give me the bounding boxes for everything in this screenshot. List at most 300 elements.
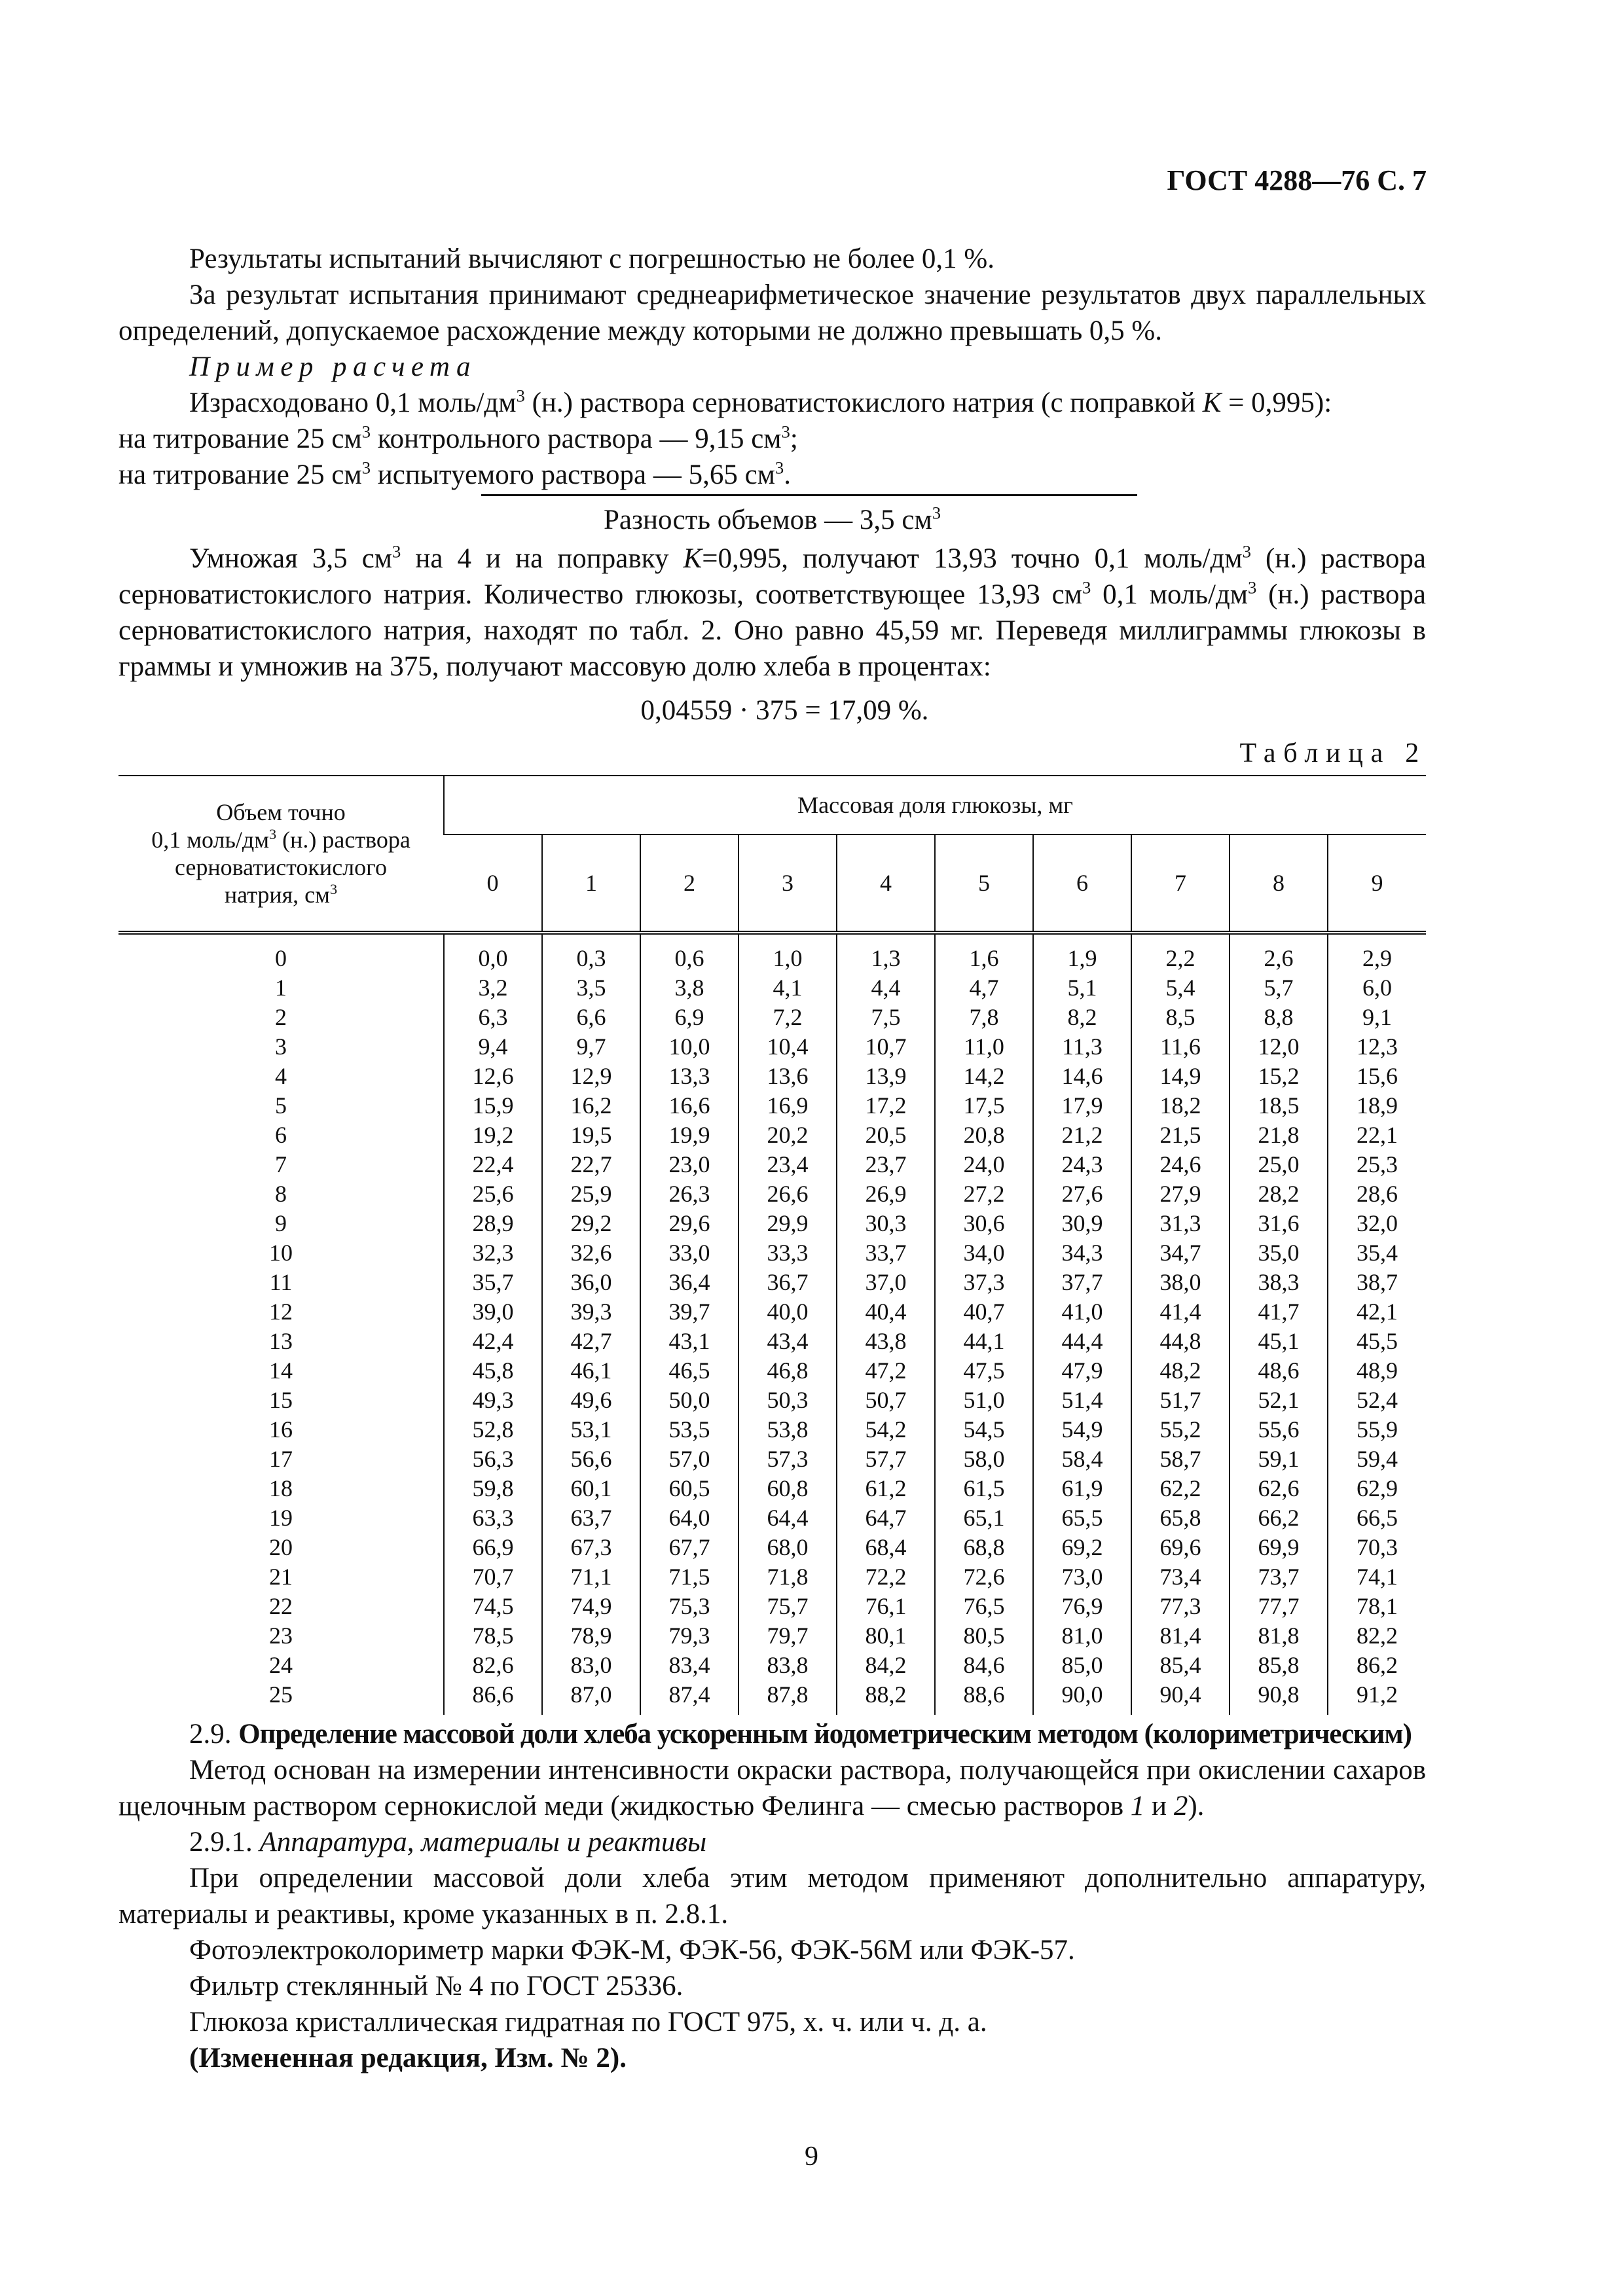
table-row <box>119 1091 1426 1121</box>
table-row <box>119 973 1426 1003</box>
mass-cell: 7,2 <box>739 1003 837 1032</box>
mass-cell: 2,9 <box>1328 933 1426 973</box>
mass-cell: 76,9 <box>1033 1592 1131 1621</box>
mass-cell: 86,2 <box>1328 1651 1426 1680</box>
digit-header-7: 7 <box>1131 834 1230 933</box>
mass-cell: 74,5 <box>444 1592 542 1621</box>
mass-cell: 42,4 <box>444 1327 542 1356</box>
mass-cell: 88,6 <box>935 1680 1033 1715</box>
page-number: 9 <box>805 2142 818 2172</box>
mass-cell: 31,3 <box>1131 1209 1230 1238</box>
mass-cell: 45,5 <box>1328 1327 1426 1356</box>
calculation-block <box>119 241 1426 728</box>
mass-cell: 4,7 <box>935 973 1033 1003</box>
volume-cell: 6 <box>275 1122 287 1148</box>
mass-cell: 68,8 <box>935 1533 1033 1562</box>
volume-cell: 19 <box>269 1505 293 1531</box>
mass-cell: 30,6 <box>935 1209 1033 1238</box>
mass-cell: 39,3 <box>542 1297 640 1327</box>
volume-cell: 9 <box>275 1210 287 1236</box>
mass-cell: 69,6 <box>1131 1533 1230 1562</box>
mass-cell: 43,4 <box>739 1327 837 1356</box>
digit-header-4: 4 <box>837 834 935 933</box>
mass-cell: 38,0 <box>1131 1268 1230 1297</box>
mass-cell: 68,4 <box>837 1533 935 1562</box>
mass-cell: 48,6 <box>1230 1356 1328 1386</box>
mass-cell: 69,2 <box>1033 1533 1131 1562</box>
table-row <box>119 1032 1426 1062</box>
mass-cell: 62,9 <box>1328 1474 1426 1503</box>
mass-cell: 63,3 <box>444 1503 542 1533</box>
mass-cell: 88,2 <box>837 1680 935 1715</box>
mass-cell: 50,3 <box>739 1386 837 1415</box>
revision-note: (Измененная редакция, Изм. № 2). <box>189 2043 627 2073</box>
mass-cell: 51,4 <box>1033 1386 1131 1415</box>
mass-cell: 0,3 <box>542 933 640 973</box>
volume-cell: 11 <box>269 1269 293 1295</box>
table-row <box>119 1150 1426 1179</box>
mass-cell: 6,6 <box>542 1003 640 1032</box>
digit-header-2: 2 <box>640 834 739 933</box>
volume-cell: 0 <box>275 945 287 971</box>
volume-cell: 21 <box>269 1564 293 1590</box>
table-row <box>119 1562 1426 1592</box>
mass-cell: 61,5 <box>935 1474 1033 1503</box>
mass-cell: 33,0 <box>640 1238 739 1268</box>
mass-cell: 34,0 <box>935 1238 1033 1268</box>
mass-cell: 19,5 <box>542 1121 640 1150</box>
table-row <box>119 1444 1426 1474</box>
mass-cell: 42,7 <box>542 1327 640 1356</box>
mass-cell: 58,0 <box>935 1444 1033 1474</box>
mass-cell: 22,1 <box>1328 1121 1426 1150</box>
mass-cell: 62,6 <box>1230 1474 1328 1503</box>
mass-cell: 3,5 <box>542 973 640 1003</box>
glucose-table <box>119 775 1426 1715</box>
mass-cell: 46,1 <box>542 1356 640 1386</box>
mass-cell: 87,4 <box>640 1680 739 1715</box>
paragraph-multiplying: Умножая 3,5 $см^3$ на 4 и на поправку K=0,995, получают 13,93 точно 0,1 моль/$дм^3$ (н.) раствора серноватистокислого натрия. Количество глюкозы, соответствующее 13,93 $см^3$ 0,1 моль/$дм^3$ (н.) раствора серноватистокислого натрия, находят по табл. 2. Оно равно 45,59 мг. Переведя миллиграммы глюкозы в граммы и умножив на 375, получают массовую долю хлеба в процентах: <box>119 541 1426 682</box>
mass-cell: 91,2 <box>1328 1680 1426 1715</box>
digit-header-8: 8 <box>1230 834 1328 933</box>
mass-cell: 25,0 <box>1230 1150 1328 1179</box>
mass-cell: 73,4 <box>1131 1562 1230 1592</box>
mass-cell: 44,8 <box>1131 1327 1230 1356</box>
mass-cell: 21,2 <box>1033 1121 1131 1150</box>
table-row <box>119 1121 1426 1150</box>
mass-cell: 48,9 <box>1328 1356 1426 1386</box>
mass-cell: 21,5 <box>1131 1121 1230 1150</box>
mass-cell: 14,2 <box>935 1062 1033 1091</box>
mass-cell: 83,4 <box>640 1651 739 1680</box>
mass-cell: 47,2 <box>837 1356 935 1386</box>
mass-cell: 14,6 <box>1033 1062 1131 1091</box>
mass-cell: 23,0 <box>640 1150 739 1179</box>
page-header: ГОСТ 4288—76 С. 7 <box>1167 164 1427 196</box>
mass-cell: 9,7 <box>542 1032 640 1062</box>
mass-cell: 36,4 <box>640 1268 739 1297</box>
mass-cell: 13,3 <box>640 1062 739 1091</box>
mass-cell: 69,9 <box>1230 1533 1328 1562</box>
mass-cell: 2,2 <box>1131 933 1230 973</box>
mass-cell: 41,7 <box>1230 1297 1328 1327</box>
mass-cell: 39,7 <box>640 1297 739 1327</box>
volume-cell: 16 <box>269 1416 293 1443</box>
mass-cell: 8,8 <box>1230 1003 1328 1032</box>
volume-cell: 12 <box>269 1299 293 1325</box>
mass-cell: 80,5 <box>935 1621 1033 1651</box>
mass-cell: 81,4 <box>1131 1621 1230 1651</box>
line-control-titration: на титрование 25 $см^3$ контрольного раствора — 9,15 $см^3$; <box>119 422 798 454</box>
mass-cell: 8,5 <box>1131 1003 1230 1032</box>
mass-cell: 46,8 <box>739 1356 837 1386</box>
paragraph-filter: Фильтр стеклянный № 4 по ГОСТ 25336. <box>189 1971 684 2001</box>
mass-cell: 77,7 <box>1230 1592 1328 1621</box>
table-row <box>119 1356 1426 1386</box>
mass-cell: 58,4 <box>1033 1444 1131 1474</box>
mass-cell: 5,7 <box>1230 973 1328 1003</box>
mass-cell: 66,9 <box>444 1533 542 1562</box>
mass-cell: 17,5 <box>935 1091 1033 1121</box>
subtraction-rule <box>481 494 1137 496</box>
mass-cell: 71,1 <box>542 1562 640 1592</box>
volume-cell: 5 <box>275 1092 287 1119</box>
mass-cell: 41,0 <box>1033 1297 1131 1327</box>
mass-cell: 43,8 <box>837 1327 935 1356</box>
mass-cell: 3,8 <box>640 973 739 1003</box>
mass-cell: 29,9 <box>739 1209 837 1238</box>
mass-cell: 29,2 <box>542 1209 640 1238</box>
mass-cell: 42,1 <box>1328 1297 1426 1327</box>
paragraph-glucose: Глюкоза кристаллическая гидратная по ГОСТ 975, х. ч. или ч. д. а. <box>189 2007 987 2037</box>
mass-cell: 15,9 <box>444 1091 542 1121</box>
mass-fraction-header: Массовая доля глюкозы, мг <box>444 776 1426 834</box>
mass-cell: 53,5 <box>640 1415 739 1444</box>
mass-cell: 54,5 <box>935 1415 1033 1444</box>
mass-cell: 25,6 <box>444 1179 542 1209</box>
mass-cell: 18,9 <box>1328 1091 1426 1121</box>
mass-cell: 87,0 <box>542 1680 640 1715</box>
mass-cell: 17,2 <box>837 1091 935 1121</box>
mass-cell: 80,1 <box>837 1621 935 1651</box>
table-row <box>119 1209 1426 1238</box>
mass-cell: 29,6 <box>640 1209 739 1238</box>
mass-cell: 78,5 <box>444 1621 542 1651</box>
mass-cell: 51,0 <box>935 1386 1033 1415</box>
mass-cell: 32,3 <box>444 1238 542 1268</box>
mass-cell: 23,7 <box>837 1150 935 1179</box>
mass-cell: 7,8 <box>935 1003 1033 1032</box>
mass-cell: 19,9 <box>640 1121 739 1150</box>
mass-cell: 64,4 <box>739 1503 837 1533</box>
volume-cell: 23 <box>269 1623 293 1649</box>
volume-difference: Разность объемов — 3,5 $см^3$ <box>603 503 941 535</box>
mass-cell: 83,0 <box>542 1651 640 1680</box>
table-row <box>119 1238 1426 1268</box>
mass-cell: 36,7 <box>739 1268 837 1297</box>
mass-cell: 58,7 <box>1131 1444 1230 1474</box>
digit-header-3: 3 <box>739 834 837 933</box>
mass-cell: 36,0 <box>542 1268 640 1297</box>
mass-cell: 11,6 <box>1131 1032 1230 1062</box>
mass-cell: 7,5 <box>837 1003 935 1032</box>
mass-cell: 37,7 <box>1033 1268 1131 1297</box>
volume-cell: 3 <box>275 1033 287 1060</box>
mass-cell: 71,8 <box>739 1562 837 1592</box>
digit-header-6: 6 <box>1033 834 1131 933</box>
mass-cell: 27,9 <box>1131 1179 1230 1209</box>
mass-cell: 74,9 <box>542 1592 640 1621</box>
mass-cell: 50,7 <box>837 1386 935 1415</box>
mass-cell: 84,6 <box>935 1651 1033 1680</box>
mass-cell: 79,3 <box>640 1621 739 1651</box>
mass-cell: 0,6 <box>640 933 739 973</box>
mass-cell: 79,7 <box>739 1621 837 1651</box>
mass-cell: 67,3 <box>542 1533 640 1562</box>
mass-cell: 35,7 <box>444 1268 542 1297</box>
mass-cell: 6,0 <box>1328 973 1426 1003</box>
mass-cell: 54,2 <box>837 1415 935 1444</box>
mass-cell: 70,7 <box>444 1562 542 1592</box>
mass-cell: 12,6 <box>444 1062 542 1091</box>
mass-cell: 28,2 <box>1230 1179 1328 1209</box>
mass-cell: 4,1 <box>739 973 837 1003</box>
mass-cell: 57,7 <box>837 1444 935 1474</box>
mass-cell: 26,6 <box>739 1179 837 1209</box>
mass-cell: 65,8 <box>1131 1503 1230 1533</box>
table-row <box>119 933 1426 973</box>
mass-cell: 1,3 <box>837 933 935 973</box>
mass-cell: 68,0 <box>739 1533 837 1562</box>
mass-cell: 15,2 <box>1230 1062 1328 1091</box>
mass-cell: 34,7 <box>1131 1238 1230 1268</box>
mass-cell: 44,1 <box>935 1327 1033 1356</box>
mass-cell: 63,7 <box>542 1503 640 1533</box>
mass-cell: 1,0 <box>739 933 837 973</box>
mass-cell: 22,4 <box>444 1150 542 1179</box>
mass-cell: 70,3 <box>1328 1533 1426 1562</box>
mass-cell: 41,4 <box>1131 1297 1230 1327</box>
table-row <box>119 1003 1426 1032</box>
mass-cell: 12,9 <box>542 1062 640 1091</box>
mass-cell: 1,9 <box>1033 933 1131 973</box>
mass-cell: 24,6 <box>1131 1150 1230 1179</box>
table-caption: Таблица 2 <box>1239 738 1427 768</box>
volume-cell: 10 <box>269 1240 293 1266</box>
mass-cell: 72,6 <box>935 1562 1033 1592</box>
mass-cell: 60,5 <box>640 1474 739 1503</box>
mass-cell: 18,5 <box>1230 1091 1328 1121</box>
table-row <box>119 1474 1426 1503</box>
mass-cell: 10,7 <box>837 1032 935 1062</box>
mass-cell: 81,8 <box>1230 1621 1328 1651</box>
volume-cell: 25 <box>269 1681 293 1708</box>
volume-column-header: Объем точно 0,1 моль/$дм^3$ (н.) раствора серноватистокислого натрия, $см^3$ <box>119 776 444 933</box>
mass-cell: 50,0 <box>640 1386 739 1415</box>
mass-cell: 15,6 <box>1328 1062 1426 1091</box>
mass-cell: 11,0 <box>935 1032 1033 1062</box>
mass-cell: 13,9 <box>837 1062 935 1091</box>
mass-cell: 56,3 <box>444 1444 542 1474</box>
mass-cell: 40,0 <box>739 1297 837 1327</box>
mass-cell: 52,4 <box>1328 1386 1426 1415</box>
mass-cell: 12,3 <box>1328 1032 1426 1062</box>
table-row <box>119 1179 1426 1209</box>
mass-cell: 82,6 <box>444 1651 542 1680</box>
volume-cell: 8 <box>275 1181 287 1207</box>
mass-cell: 6,9 <box>640 1003 739 1032</box>
mass-cell: 85,4 <box>1131 1651 1230 1680</box>
mass-cell: 78,9 <box>542 1621 640 1651</box>
table-row <box>119 1533 1426 1562</box>
volume-cell: 7 <box>275 1151 287 1177</box>
mass-cell: 65,5 <box>1033 1503 1131 1533</box>
mass-cell: 44,4 <box>1033 1327 1131 1356</box>
table-row <box>119 1621 1426 1651</box>
mass-cell: 60,1 <box>542 1474 640 1503</box>
mass-cell: 18,2 <box>1131 1091 1230 1121</box>
mass-cell: 60,8 <box>739 1474 837 1503</box>
mass-cell: 82,2 <box>1328 1621 1426 1651</box>
mass-cell: 35,0 <box>1230 1238 1328 1268</box>
mass-cell: 61,9 <box>1033 1474 1131 1503</box>
volume-cell: 22 <box>269 1593 293 1619</box>
mass-cell: 72,2 <box>837 1562 935 1592</box>
mass-cell: 76,5 <box>935 1592 1033 1621</box>
paragraph-accuracy: Результаты испытаний вычисляют с погрешностью не более 0,1 %. <box>189 243 994 274</box>
mass-cell: 61,2 <box>837 1474 935 1503</box>
mass-cell: 45,1 <box>1230 1327 1328 1356</box>
mass-cell: 34,3 <box>1033 1238 1131 1268</box>
mass-cell: 67,7 <box>640 1533 739 1562</box>
mass-cell: 75,3 <box>640 1592 739 1621</box>
mass-cell: 22,7 <box>542 1150 640 1179</box>
result-formula: 0,04559 · 375 = 17,09 %. <box>640 695 929 726</box>
mass-cell: 49,3 <box>444 1386 542 1415</box>
digit-header-1: 1 <box>542 834 640 933</box>
mass-cell: 65,1 <box>935 1503 1033 1533</box>
mass-cell: 13,6 <box>739 1062 837 1091</box>
mass-cell: 31,6 <box>1230 1209 1328 1238</box>
mass-cell: 85,8 <box>1230 1651 1328 1680</box>
volume-cell: 4 <box>275 1063 287 1089</box>
mass-cell: 55,6 <box>1230 1415 1328 1444</box>
mass-cell: 64,0 <box>640 1503 739 1533</box>
mass-cell: 84,2 <box>837 1651 935 1680</box>
paragraph-result: За результат испытания принимают среднеарифметическое значение результатов двух параллельных определений, допускаемое расхождение между которыми не должно превышать 0,5 %. <box>119 279 1426 346</box>
mass-cell: 30,3 <box>837 1209 935 1238</box>
paragraph-photocolorimeter: Фотоэлектроколориметр марки ФЭК-М, ФЭК-56, ФЭК-56М или ФЭК-57. <box>189 1935 1075 1965</box>
mass-cell: 24,3 <box>1033 1150 1131 1179</box>
mass-cell: 2,6 <box>1230 933 1328 973</box>
mass-cell: 52,1 <box>1230 1386 1328 1415</box>
mass-cell: 54,9 <box>1033 1415 1131 1444</box>
mass-cell: 40,7 <box>935 1297 1033 1327</box>
mass-cell: 90,0 <box>1033 1680 1131 1715</box>
mass-cell: 49,6 <box>542 1386 640 1415</box>
mass-cell: 23,4 <box>739 1150 837 1179</box>
mass-cell: 17,9 <box>1033 1091 1131 1121</box>
mass-cell: 43,1 <box>640 1327 739 1356</box>
mass-cell: 25,9 <box>542 1179 640 1209</box>
mass-cell: 47,9 <box>1033 1356 1131 1386</box>
mass-cell: 45,8 <box>444 1356 542 1386</box>
mass-cell: 21,8 <box>1230 1121 1328 1150</box>
table-row <box>119 1503 1426 1533</box>
table-row <box>119 1268 1426 1297</box>
mass-cell: 38,7 <box>1328 1268 1426 1297</box>
mass-cell: 59,1 <box>1230 1444 1328 1474</box>
example-title: Пример расчета <box>189 351 477 382</box>
mass-cell: 77,3 <box>1131 1592 1230 1621</box>
mass-cell: 26,3 <box>640 1179 739 1209</box>
table-row <box>119 1327 1426 1356</box>
mass-cell: 11,3 <box>1033 1032 1131 1062</box>
difference-line <box>119 493 1426 535</box>
mass-cell: 59,4 <box>1328 1444 1426 1474</box>
volume-cell: 17 <box>269 1446 293 1472</box>
line-sample-titration: на титрование 25 $см^3$ испытуемого раствора — 5,65 $см^3$. <box>119 457 791 490</box>
mass-cell: 14,9 <box>1131 1062 1230 1091</box>
volume-cell: 13 <box>269 1328 293 1354</box>
mass-cell: 40,4 <box>837 1297 935 1327</box>
volume-cell: 20 <box>269 1534 293 1560</box>
volume-cell: 14 <box>269 1357 293 1384</box>
volume-cell: 24 <box>269 1652 293 1678</box>
mass-cell: 6,3 <box>444 1003 542 1032</box>
table-row <box>119 1386 1426 1415</box>
mass-cell: 62,2 <box>1131 1474 1230 1503</box>
mass-cell: 9,4 <box>444 1032 542 1062</box>
mass-cell: 75,7 <box>739 1592 837 1621</box>
mass-cell: 32,6 <box>542 1238 640 1268</box>
glucose-table-container <box>119 775 1426 1715</box>
mass-cell: 16,9 <box>739 1091 837 1121</box>
mass-cell: 86,6 <box>444 1680 542 1715</box>
mass-cell: 19,2 <box>444 1121 542 1150</box>
mass-cell: 30,9 <box>1033 1209 1131 1238</box>
mass-cell: 9,1 <box>1328 1003 1426 1032</box>
mass-cell: 66,5 <box>1328 1503 1426 1533</box>
table-row <box>119 1651 1426 1680</box>
digit-header-9: 9 <box>1328 834 1426 933</box>
mass-cell: 66,2 <box>1230 1503 1328 1533</box>
mass-cell: 20,5 <box>837 1121 935 1150</box>
mass-cell: 51,7 <box>1131 1386 1230 1415</box>
mass-cell: 74,1 <box>1328 1562 1426 1592</box>
mass-cell: 39,0 <box>444 1297 542 1327</box>
table-row <box>119 1415 1426 1444</box>
mass-cell: 71,5 <box>640 1562 739 1592</box>
mass-cell: 81,0 <box>1033 1621 1131 1651</box>
mass-cell: 78,1 <box>1328 1592 1426 1621</box>
volume-cell: 15 <box>269 1387 293 1413</box>
mass-cell: 25,3 <box>1328 1150 1426 1179</box>
mass-cell: 55,9 <box>1328 1415 1426 1444</box>
mass-cell: 83,8 <box>739 1651 837 1680</box>
paragraph-consumed: Израсходовано 0,1 моль/$дм^3$ (н.) раствора серноватистокислого натрия (с поправкой K = 0,995): <box>189 386 1332 418</box>
table-row <box>119 1297 1426 1327</box>
mass-cell: 52,8 <box>444 1415 542 1444</box>
mass-cell: 90,4 <box>1131 1680 1230 1715</box>
section-2-9 <box>119 1716 1426 2076</box>
mass-cell: 53,8 <box>739 1415 837 1444</box>
mass-cell: 33,3 <box>739 1238 837 1268</box>
mass-cell: 5,1 <box>1033 973 1131 1003</box>
mass-cell: 3,2 <box>444 973 542 1003</box>
mass-cell: 12,0 <box>1230 1032 1328 1062</box>
mass-cell: 8,2 <box>1033 1003 1131 1032</box>
